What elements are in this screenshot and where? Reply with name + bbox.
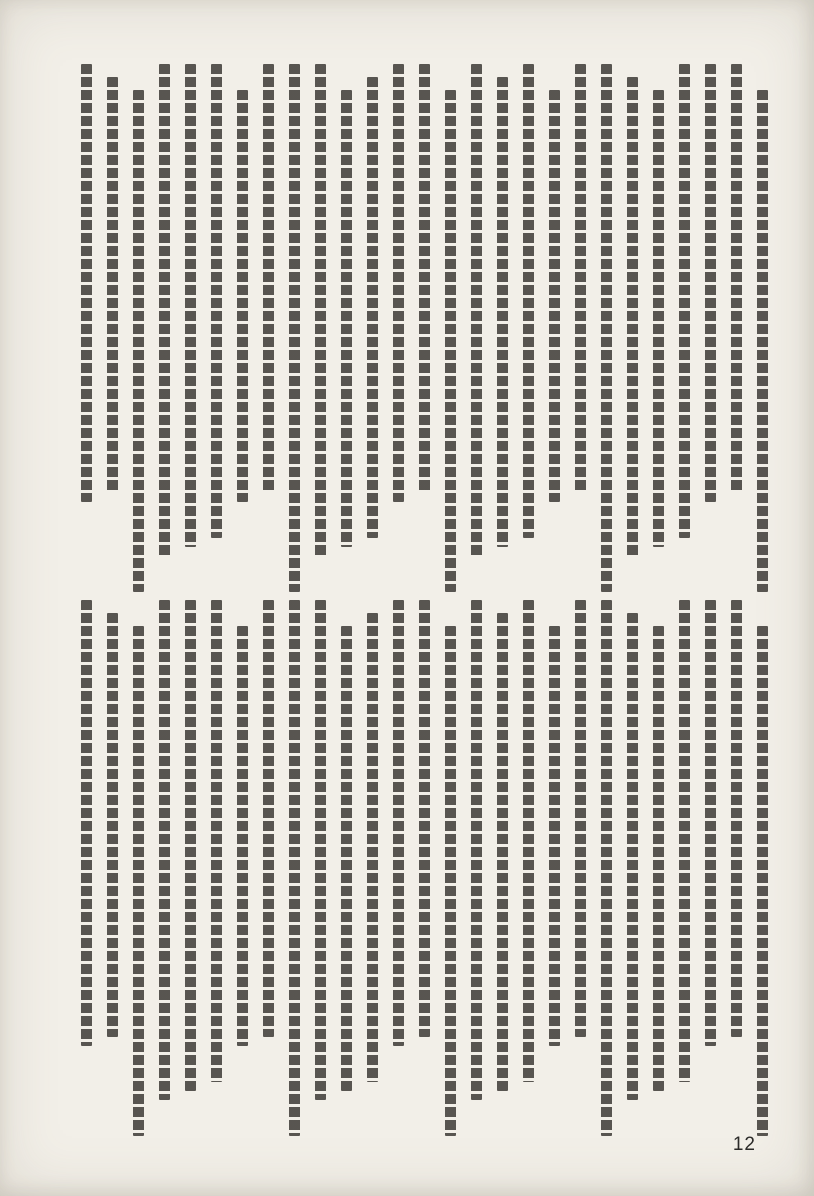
text-column — [471, 600, 482, 1100]
text-column — [419, 64, 430, 493]
text-column — [159, 64, 170, 556]
text-block-bottom — [52, 600, 768, 1136]
text-column — [705, 64, 716, 502]
text-column — [731, 64, 742, 493]
text-column — [341, 90, 352, 547]
text-column — [367, 77, 378, 538]
text-column — [731, 600, 742, 1037]
text-column — [419, 600, 430, 1037]
text-column — [107, 77, 118, 493]
text-column — [315, 64, 326, 556]
page-number: 12 — [732, 1134, 756, 1155]
text-column — [601, 600, 612, 1136]
text-column — [315, 600, 326, 1100]
text-column — [393, 600, 404, 1046]
text-column — [445, 626, 456, 1136]
text-column — [237, 626, 248, 1046]
text-column — [679, 64, 690, 538]
text-column — [107, 613, 118, 1037]
text-block-top — [52, 64, 768, 592]
text-column — [341, 626, 352, 1091]
text-column — [211, 64, 222, 538]
text-column — [393, 64, 404, 502]
text-column — [471, 64, 482, 556]
text-column — [627, 613, 638, 1100]
text-column — [523, 600, 534, 1082]
text-column — [575, 64, 586, 493]
text-column — [497, 613, 508, 1091]
text-column — [497, 77, 508, 547]
text-column — [81, 64, 92, 502]
text-column — [211, 600, 222, 1082]
text-column — [159, 600, 170, 1100]
text-column — [185, 64, 196, 547]
text-column — [705, 600, 716, 1046]
text-column — [575, 600, 586, 1037]
text-column — [601, 64, 612, 592]
text-column — [289, 64, 300, 592]
text-column — [653, 90, 664, 547]
text-column — [757, 90, 768, 592]
text-column — [289, 600, 300, 1136]
text-column — [133, 90, 144, 592]
text-column — [185, 600, 196, 1091]
text-column — [679, 600, 690, 1082]
text-column — [757, 626, 768, 1136]
text-column — [81, 600, 92, 1046]
text-column — [549, 626, 560, 1046]
text-column — [133, 626, 144, 1136]
text-column — [523, 64, 534, 538]
text-column — [627, 77, 638, 556]
text-column — [237, 90, 248, 502]
text-column — [367, 613, 378, 1082]
text-column — [445, 90, 456, 592]
text-column — [263, 600, 274, 1037]
text-column — [653, 626, 664, 1091]
text-column — [549, 90, 560, 502]
text-column — [263, 64, 274, 493]
